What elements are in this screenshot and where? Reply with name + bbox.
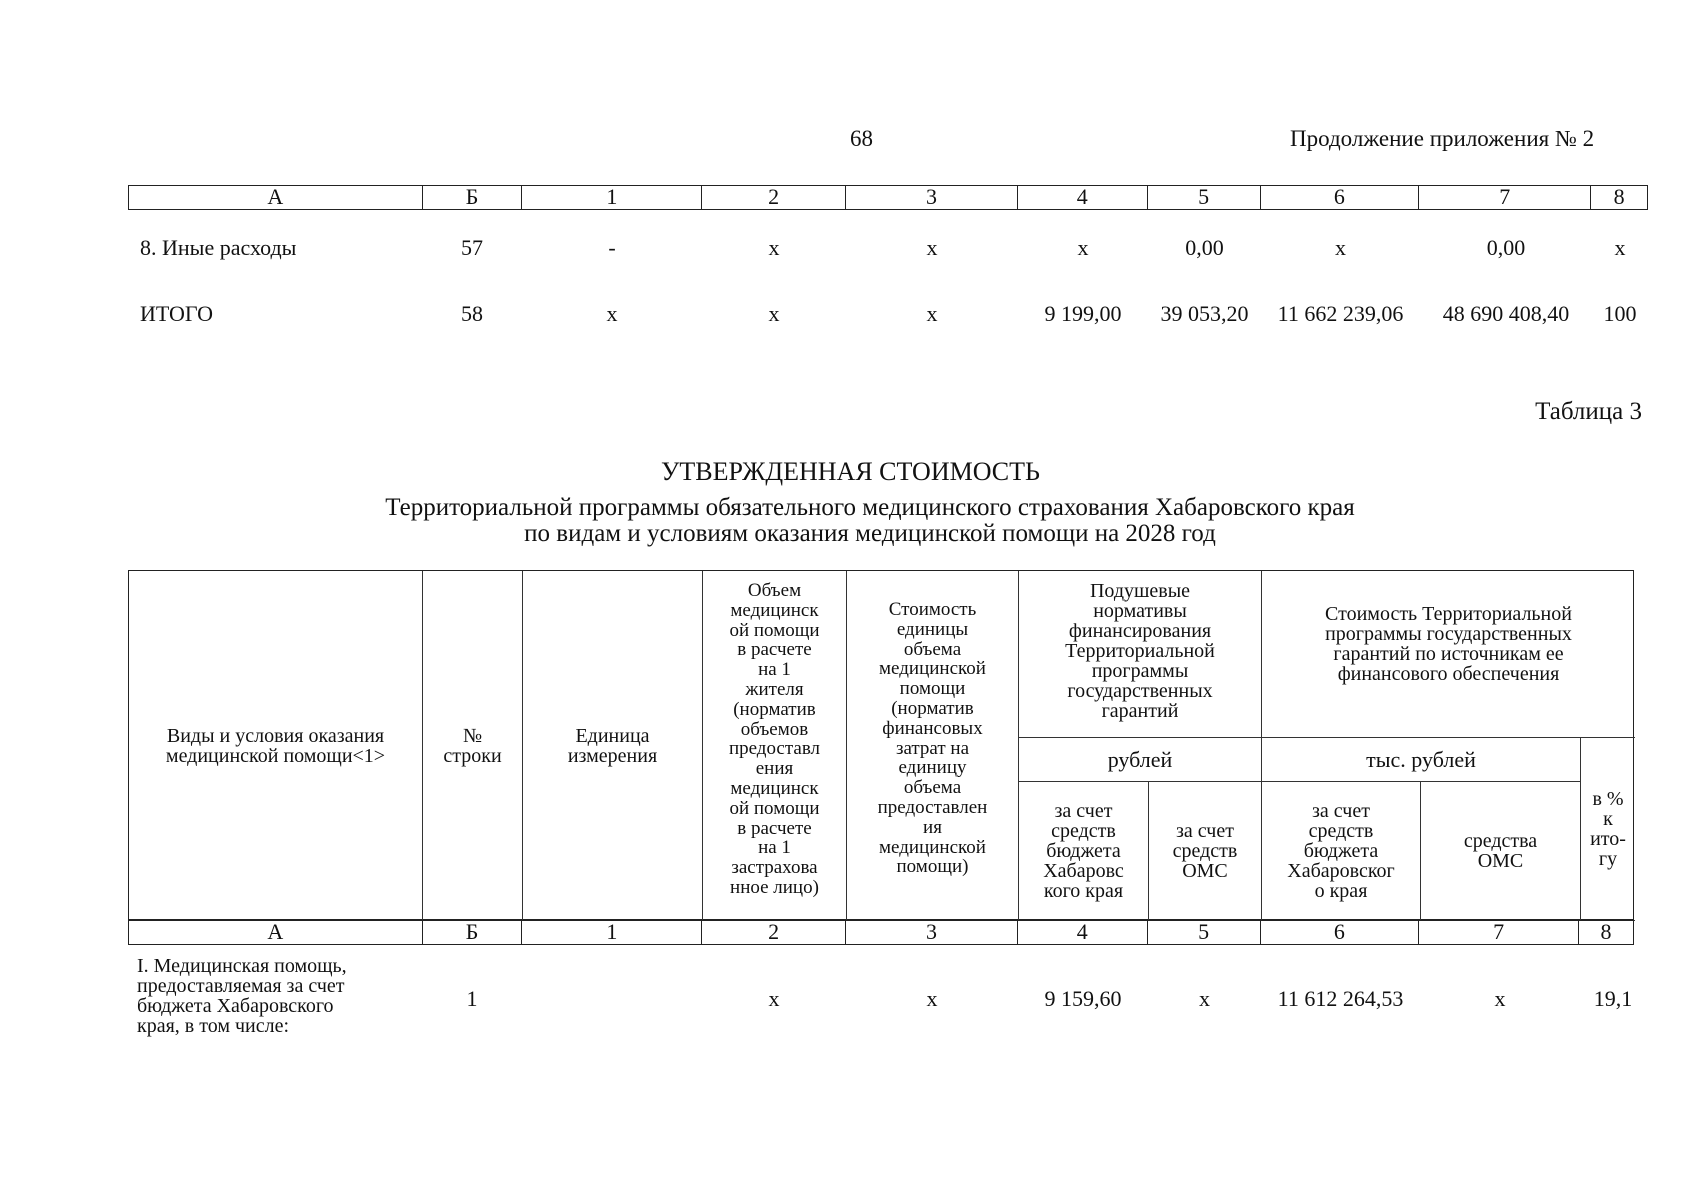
- cell-col8: 100: [1603, 301, 1637, 326]
- cell-col6: х: [1335, 235, 1346, 260]
- cell-col4: 9 199,00: [1044, 301, 1122, 326]
- column-code-strip-table3: [128, 920, 1634, 945]
- cell-col7: 0,00: [1486, 235, 1526, 260]
- column-code: Б: [423, 921, 523, 944]
- header-budget-rubles: за счет средств бюджета Хабаровс кого края: [1019, 782, 1149, 921]
- header-row-number: № строки: [423, 571, 523, 921]
- column-code: 8: [1600, 919, 1612, 944]
- column-code: 2: [702, 921, 846, 944]
- header-percent-of-total: в % к ито- гу: [1581, 738, 1635, 921]
- header-oms-thousands: средства ОМС: [1421, 782, 1581, 921]
- continuation-note: Продолжение приложения № 2: [1290, 126, 1595, 151]
- column-code: А: [129, 186, 423, 209]
- header-budget-thousands: за счет средств бюджета Хабаровског о края: [1262, 782, 1421, 921]
- cell-col2: х: [768, 301, 780, 326]
- header-types: Виды и условия оказания медицинской помощи<1>: [129, 571, 423, 921]
- cell-col8: х: [1614, 235, 1626, 260]
- table3-header: [128, 570, 1634, 920]
- column-code: 6: [1261, 921, 1420, 944]
- column-code: 7: [1419, 186, 1591, 209]
- cell-col3: х: [926, 235, 938, 260]
- column-code: 1: [522, 186, 702, 209]
- column-code: 4: [1018, 921, 1148, 944]
- cell-col1: -: [608, 235, 616, 260]
- column-code: А: [129, 921, 423, 944]
- table-subtitle-line2: по видам и условиям оказания медицинской помощи на 2028 год: [524, 520, 1216, 547]
- column-code: 3: [846, 186, 1018, 209]
- header-unit: Единица измерения: [523, 571, 703, 921]
- column-code: 2: [702, 186, 846, 209]
- cell-col5: х: [1199, 986, 1210, 1011]
- cell-col6: 11 662 239,06: [1277, 301, 1404, 326]
- header-per-capita: Подушевые нормативы финансирования Территориальной программы государственных гарантий: [1019, 571, 1262, 738]
- cell-col5: 0,00: [1185, 235, 1224, 260]
- column-code-strip-top: [128, 185, 1648, 210]
- cell-col6: 11 612 264,53: [1277, 986, 1404, 1011]
- header-oms-rubles: за счет средств ОМС: [1149, 782, 1262, 921]
- header-thousand-rubles: тыс. рублей: [1262, 738, 1581, 782]
- column-code: 1: [522, 921, 702, 944]
- column-code: Б: [423, 186, 523, 209]
- column-code: 8: [1613, 184, 1625, 209]
- column-code: 5: [1148, 921, 1261, 944]
- column-code: 6: [1261, 186, 1420, 209]
- table-subtitle-line1: Территориальной программы обязательного медицинского страхования Хабаровского края: [385, 494, 1355, 521]
- table-label: Таблица 3: [1535, 398, 1642, 425]
- table-title: УТВЕРЖДЕННАЯ СТОИМОСТЬ: [661, 457, 1040, 486]
- cell-col5: 39 053,20: [1160, 301, 1249, 326]
- cell-col7: 48 690 408,40: [1442, 301, 1570, 326]
- cell-col4: 9 159,60: [1044, 986, 1122, 1011]
- row-number: 57: [461, 235, 483, 260]
- page-number: 68: [850, 126, 873, 151]
- column-code: 4: [1018, 186, 1148, 209]
- header-program-cost: Стоимость Территориальной программы государственных гарантий по источникам ее финансового обеспечения: [1262, 571, 1635, 738]
- row-name: 8. Иные расходы: [140, 235, 297, 260]
- row-name: ИТОГО: [140, 301, 213, 326]
- cell-col7: х: [1494, 986, 1506, 1011]
- cell-col3: х: [926, 986, 938, 1011]
- cell-col4: х: [1077, 235, 1089, 260]
- row-number: 58: [461, 301, 483, 326]
- header-volume: Объем медицинск ой помощи в расчете на 1 жителя (норматив объемов предоставл ения медицинск ой помощи в расчете на 1 застрахова нное лицо): [703, 571, 847, 921]
- row-name: I. Медицинская помощь, предоставляемая за счет бюджета Хабаровского края, в том числе:: [137, 955, 347, 1037]
- header-rubles: рублей: [1019, 738, 1262, 782]
- row-number: 1: [466, 986, 478, 1011]
- cell-col2: х: [768, 986, 780, 1011]
- cell-col2: х: [768, 235, 780, 260]
- column-code: 3: [846, 921, 1018, 944]
- column-code: 7: [1419, 921, 1579, 944]
- cell-col1: х: [606, 301, 618, 326]
- column-code: 5: [1148, 186, 1261, 209]
- header-unit-cost: Стоимость единицы объема медицинской помощи (норматив финансовых затрат на единицу объема предоставлен ия медицинской помощи): [847, 571, 1019, 921]
- cell-col8: 19,1: [1593, 986, 1633, 1011]
- cell-col3: х: [926, 301, 938, 326]
